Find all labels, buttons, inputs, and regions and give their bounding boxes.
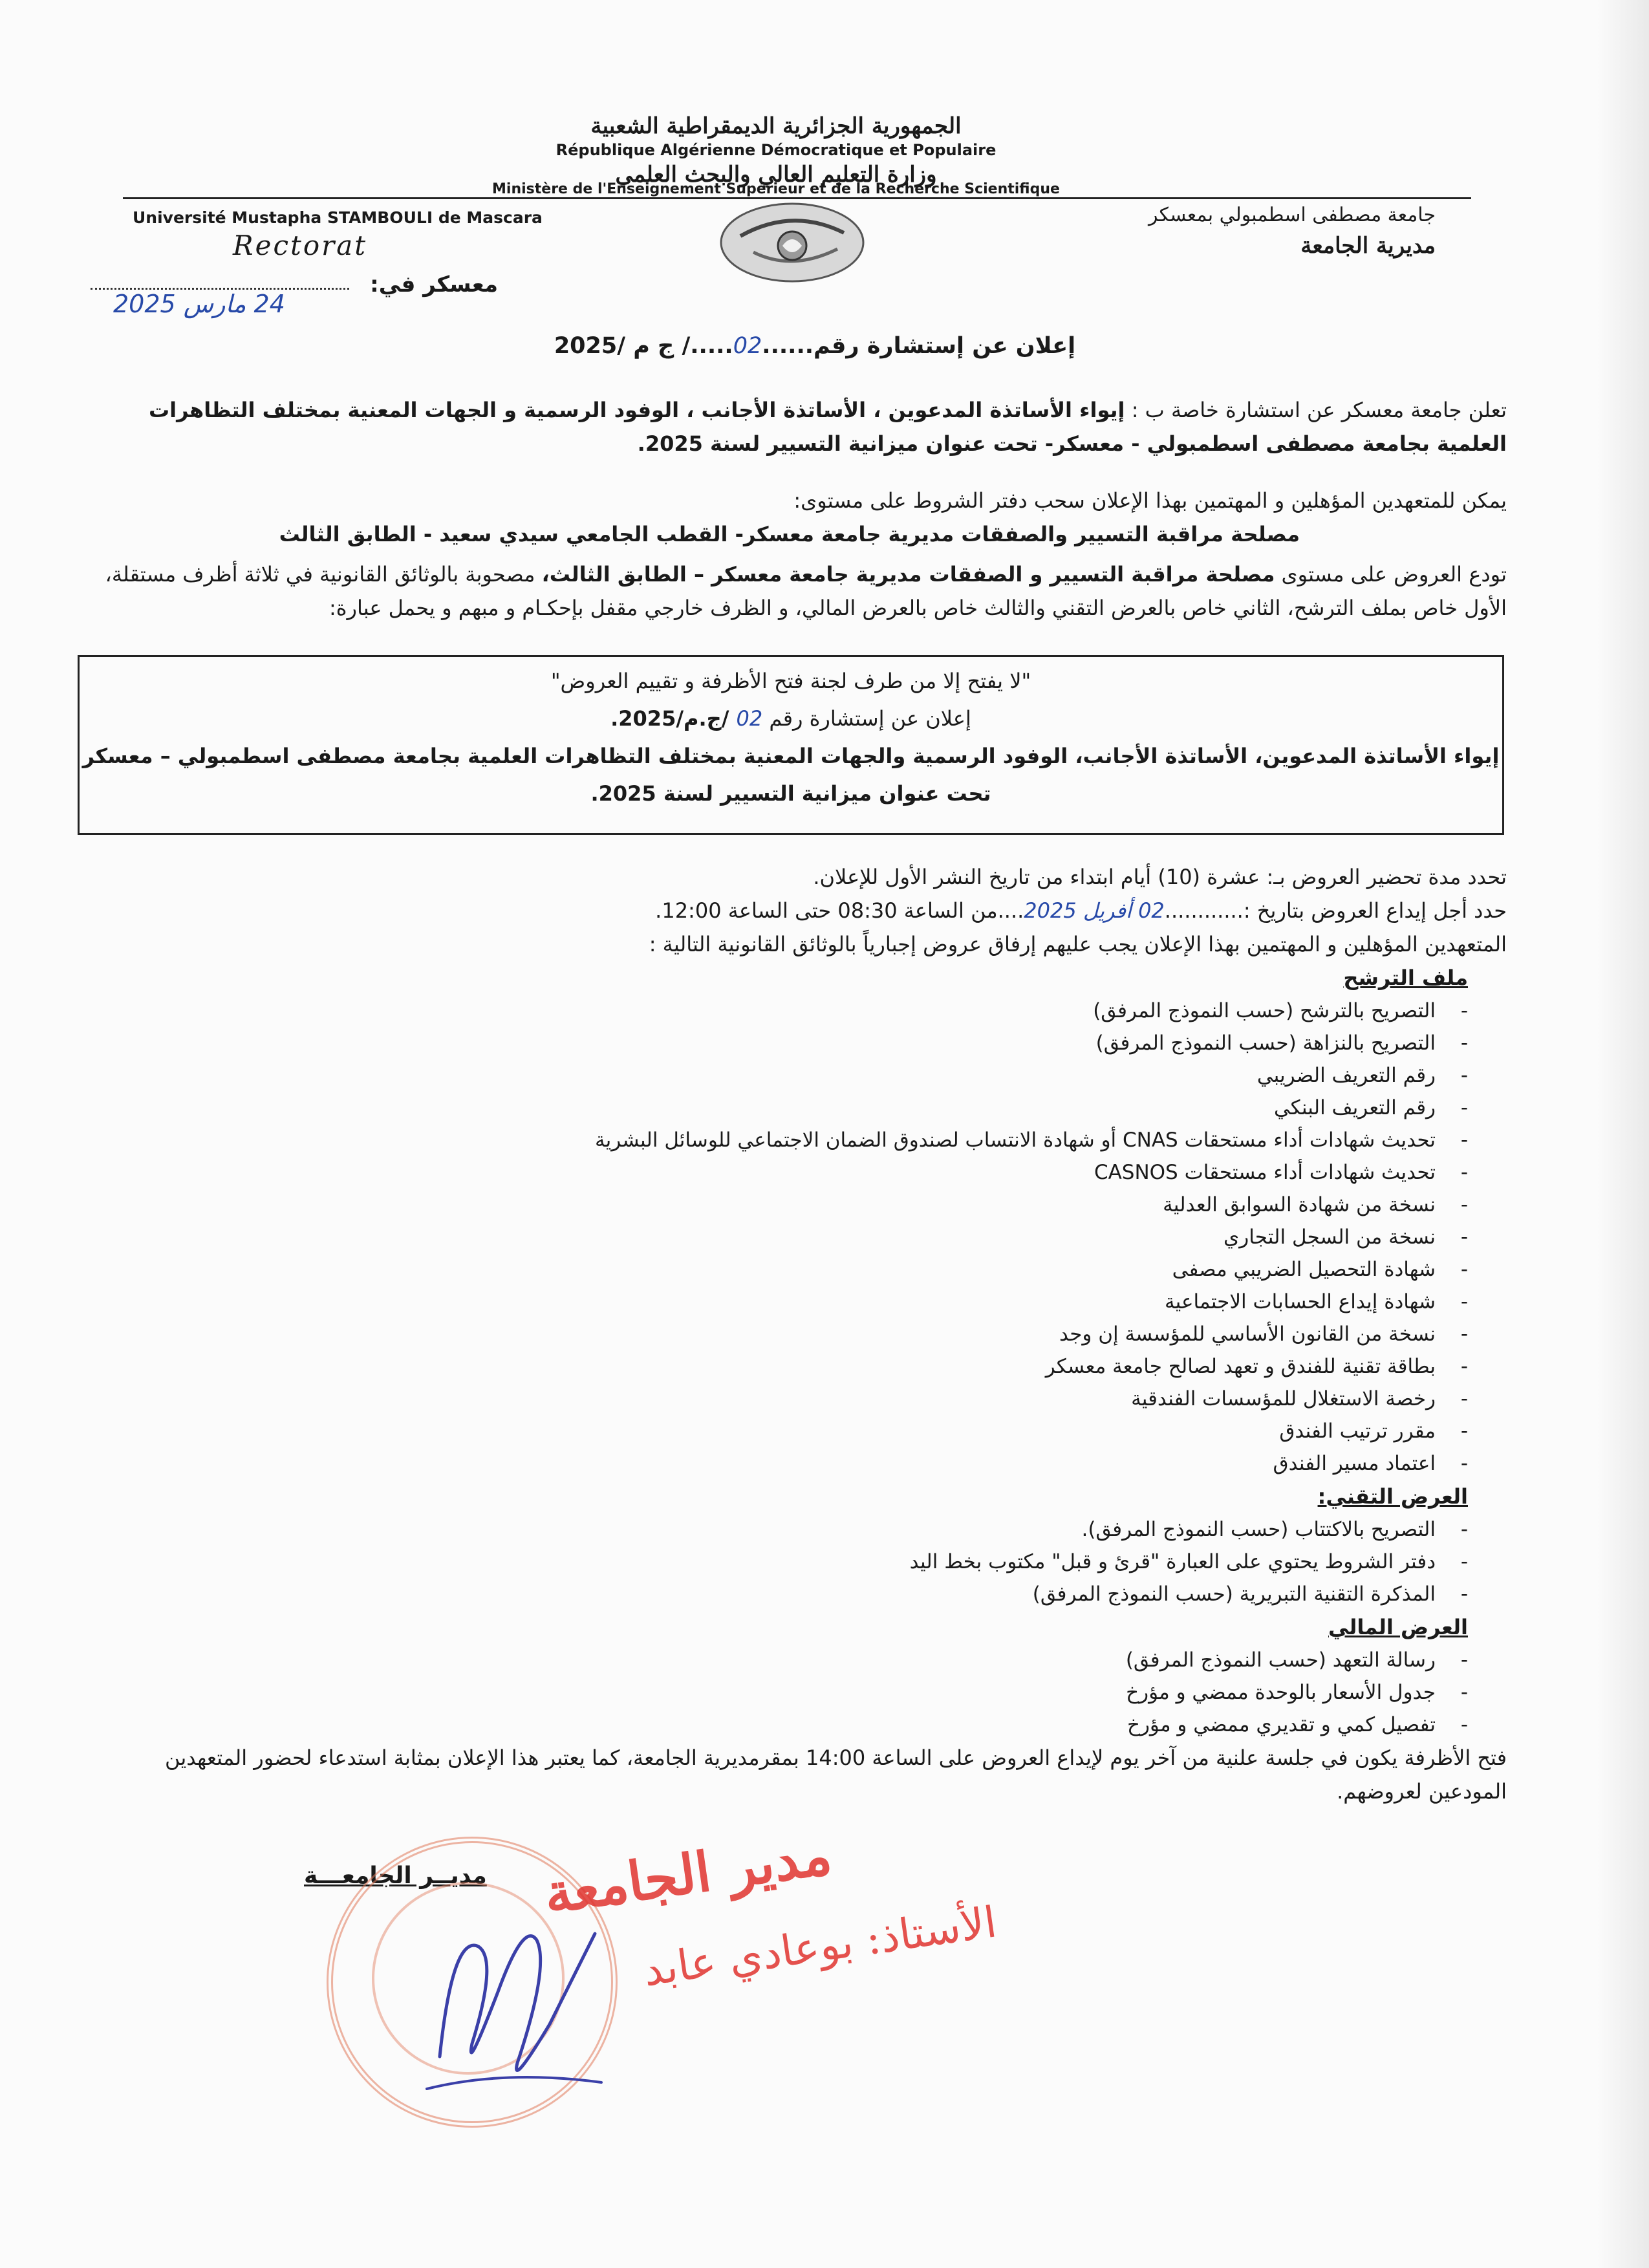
deposit-place: مصلحة مراقبة التسيير و الصفقات مديرية جامعة معسكر – الطابق الثالث، — [541, 562, 1275, 587]
date-label: معسكر في: — [370, 272, 498, 297]
technical-list — [175, 1513, 1468, 1610]
list-item: - دفتر الشروط يحتوي على العبارة "قرئ و قبل" مكتوب بخط اليد — [175, 1546, 1468, 1578]
list-item: - التصريح بالاكتتاب (حسب النموذج المرفق). — [175, 1513, 1468, 1546]
envelope-line-2 — [80, 700, 1502, 737]
signature-title: مديــر الجامعـــة — [304, 1863, 487, 1889]
envelope-line-3: إيواء الأساتذة المدعوين، الأساتذة الأجانب، الوفود الرسمية والجهات المعنية بمختلف التظاهرات العلمية بجامعة مصطفى اسطمبولي – معسكر — [82, 744, 1500, 768]
withdrawal-paragraph — [97, 484, 1507, 551]
university-logo-icon — [715, 200, 870, 285]
intro-lead: تعلن جامعة معسكر عن استشارة خاصة ب : — [1125, 398, 1507, 422]
list-item: - جدول الأسعار بالوحدة ممضي و مؤرخ — [175, 1676, 1468, 1709]
header-divider — [123, 197, 1471, 199]
list-item: - تحديث شهادات أداء مستحقات CNAS أو شهادة الانتساب لصندوق الضمان الاجتماعي للوسائل البشرية — [175, 1124, 1468, 1156]
list-item: - بطاقة تقنية للفندق و تعهد لصالح جامعة معسكر — [175, 1350, 1468, 1383]
stamp-title: مدير الجامعة — [540, 1822, 835, 1927]
list-item: - رسالة التعهد (حسب النموذج المرفق) — [175, 1644, 1468, 1676]
deposit-rest: مصحوبة بالوثائق القانونية في ثلاثة أظرف مستقلة، الأول خاص بملف الترشح، الثاني خاص بالعرض التقني والثالث خاص بالعرض المالي، و الظرف خارجي مقفل بإحكـام و مبهم و يحمل عبارة: — [105, 562, 1507, 620]
rectorat-ar: مديرية الجامعة — [1300, 233, 1436, 259]
withdrawal-location: مصلحة مراقبة التسيير والصفقات مديرية جامعة معسكر- القطب الجامعي سيدي سعيد - الطابق الثالث — [279, 522, 1300, 546]
candidature-section — [97, 961, 1507, 1741]
envelope-number-prefix: إعلان عن إستشارة رقم — [762, 706, 971, 731]
list-item: - تفصيل كمي و تقديري ممضي و مؤرخ — [175, 1709, 1468, 1741]
handwritten-signature-icon — [401, 1895, 614, 2102]
list-item: - نسخة من القانون الأساسي للمؤسسة إن وجد — [175, 1318, 1468, 1350]
envelope-line-4: تحت عنوان ميزانية التسيير لسنة 2025. — [590, 781, 991, 806]
envelope-line-1: "لا يفتح إلا من طرف لجنة فتح الأظرفة و تقييم العروض" — [550, 669, 1031, 693]
list-item: - رقم التعريف الضريبي — [175, 1059, 1468, 1092]
envelope-number: 02 — [736, 706, 763, 731]
candidature-title: ملف الترشح — [1343, 966, 1468, 990]
announcement-number: 02 — [733, 333, 762, 359]
deposit-lead: تودع العروض على مستوى — [1275, 562, 1507, 587]
list-item: - مقرر ترتيب الفندق — [175, 1415, 1468, 1447]
intro-paragraph — [97, 393, 1507, 460]
stamp-name: الأستاذ: بوعادي عابد — [640, 1897, 1000, 1996]
deadline-date: 02 أفريل 2025 — [1024, 898, 1165, 923]
university-name-fr: Université Mustapha STAMBOULI de Mascara — [133, 208, 543, 227]
withdrawal-line: يمكن للمتعهدين المؤهلين و المهتمين بهذا الإعلان سحب دفتر الشروط على مستوى: — [793, 488, 1507, 513]
republic-fr: République Algérienne Démocratique et Populaire — [555, 141, 997, 159]
rectorat-fr: Rectorat — [233, 230, 368, 261]
ministry-fr: Ministère de l'Enseignement Supérieur et de la Recherche Scientifique — [492, 181, 1060, 197]
deadline-line — [97, 894, 1507, 927]
list-item: - اعتماد مسير الفندق — [175, 1447, 1468, 1480]
financial-list — [175, 1644, 1468, 1741]
preparation-duration: تحدد مدة تحضير العروض بـ: عشرة (10) أيام ابتداء من تاريخ النشر الأول للإعلان. — [813, 865, 1507, 889]
handwritten-date: 24 مارس 2025 — [113, 290, 285, 318]
title-suffix: ...../ ج م /2025 — [554, 333, 733, 359]
list-item: - رخصة الاستغلال للمؤسسات الفندقية — [175, 1383, 1468, 1415]
deadline-suffix: ....من الساعة 08:30 حتى الساعة 12:00. — [655, 898, 1024, 923]
list-item: - شهادة إيداع الحسابات الاجتماعية — [175, 1286, 1468, 1318]
list-item: - رقم التعريف البنكي — [175, 1092, 1468, 1124]
timing-section — [97, 860, 1507, 1808]
deposit-paragraph — [97, 557, 1507, 625]
list-item: - شهادة التحصيل الضريبي مصفى — [175, 1253, 1468, 1286]
ministry-ar: وزارة التعليم العالي والبحث العلمي — [615, 162, 937, 188]
title-prefix: إعلان عن إستشارة رقم...... — [762, 333, 1076, 359]
financial-title: العرض المالي — [1328, 1615, 1468, 1639]
scan-edge — [1597, 0, 1649, 2268]
envelope-number-suffix: /ج.م/2025. — [610, 706, 737, 731]
envelope-text-box — [78, 655, 1504, 835]
closing-paragraph: فتح الأظرفة يكون في جلسة علنية من آخر يوم لإيداع العروض على الساعة 14:00 بمقرمديرية الجامعة، كما يعتبر هذا الإعلان بمثابة استدعاء لحضور المتعهدين المودعين لعروضهم. — [165, 1745, 1507, 1804]
list-item: - تحديث شهادات أداء مستحقات CASNOS — [175, 1156, 1468, 1189]
list-item: - نسخة من شهادة السوابق العدلية — [175, 1189, 1468, 1221]
list-item: - التصريح بالترشح (حسب النموذج المرفق) — [175, 995, 1468, 1027]
university-name-ar: جامعة مصطفى اسطمبولي بمعسكر — [1148, 204, 1436, 226]
list-item: - المذكرة التقنية التبريرية (حسب النموذج المرفق) — [175, 1578, 1468, 1610]
intro-subject: إيواء الأساتذة المدعوين ، الأساتذة الأجانب ، الوفود الرسمية و الجهات المعنية بمختلف التظاهرات العلمية بجامعة مصطفى اسطمبولي - معسكر- تحت عنوان ميزانية التسيير لسنة 2025. — [148, 398, 1507, 456]
list-item: - نسخة من السجل التجاري — [175, 1221, 1468, 1253]
republic-ar: الجمهورية الجزائرية الديمقراطية الشعبية — [590, 113, 962, 139]
deadline-prefix: حدد أجل إيداع العروض بتاريخ :............ — [1164, 898, 1507, 923]
requirement-line: المتعهدين المؤهلين و المهتمين بهذا الإعلان يجب عليهم إرفاق عروض إجبارياً بالوثائق القانونية التالية : — [649, 932, 1507, 956]
technical-title: العرض التقني: — [1317, 1484, 1468, 1509]
candidature-list — [175, 995, 1468, 1480]
announcement-title — [453, 333, 1177, 359]
list-item: - التصريح بالنزاهة (حسب النموذج المرفق) — [175, 1027, 1468, 1059]
